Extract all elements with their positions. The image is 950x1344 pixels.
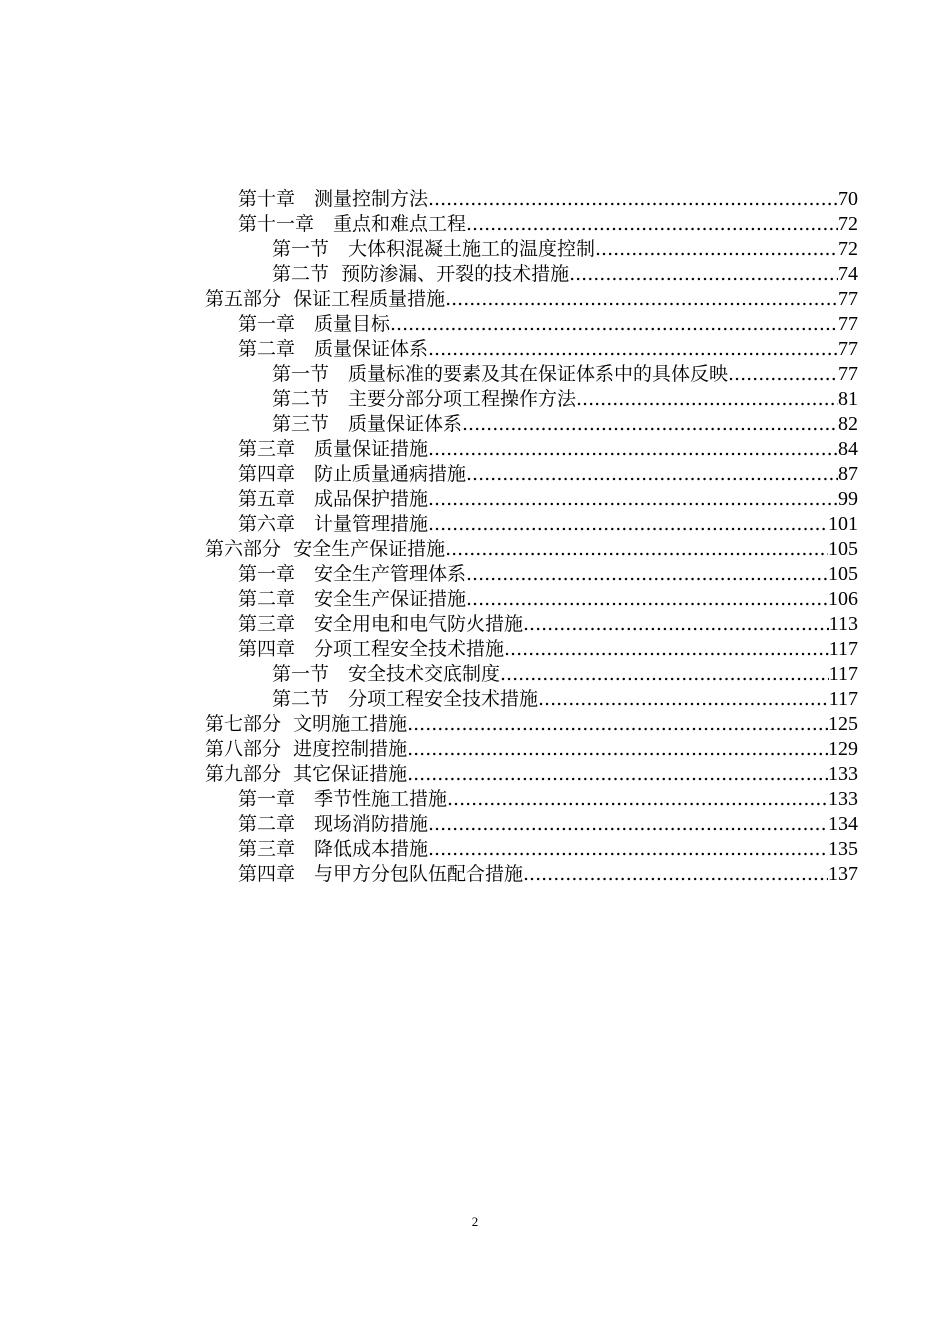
toc-entry-title: 第十一章 重点和难点工程 bbox=[238, 213, 467, 235]
toc-entry-page: 77 bbox=[838, 363, 858, 385]
toc-entry-title: 第二章 质量保证体系 bbox=[238, 338, 429, 360]
toc-entry[interactable] bbox=[0, 287, 950, 312]
toc-entry[interactable] bbox=[0, 862, 950, 887]
toc-dot-leader bbox=[428, 187, 838, 212]
toc-entry[interactable] bbox=[0, 237, 950, 262]
table-of-contents bbox=[0, 187, 950, 887]
toc-dot-leader bbox=[538, 687, 829, 712]
toc-entry-page: 82 bbox=[838, 413, 858, 435]
toc-dot-leader bbox=[523, 862, 828, 887]
toc-entry-title: 第二章 现场消防措施 bbox=[238, 813, 429, 835]
toc-entry-page: 72 bbox=[838, 213, 858, 235]
toc-entry-page: 81 bbox=[838, 388, 858, 410]
toc-dot-leader bbox=[569, 262, 838, 287]
toc-entry-title: 第六部分 安全生产保证措施 bbox=[205, 538, 446, 560]
toc-entry-page: 101 bbox=[828, 513, 858, 535]
toc-entry-title: 第三章 质量保证措施 bbox=[238, 438, 429, 460]
toc-entry-page: 129 bbox=[828, 738, 858, 760]
toc-entry[interactable] bbox=[0, 387, 950, 412]
toc-entry[interactable] bbox=[0, 612, 950, 637]
toc-entry-page: 117 bbox=[828, 663, 858, 685]
toc-dot-leader bbox=[445, 537, 828, 562]
toc-dot-leader bbox=[504, 637, 829, 662]
toc-entry-page: 133 bbox=[828, 763, 858, 785]
toc-entry-title: 第一节 质量标准的要素及其在保证体系中的具体反映 bbox=[272, 363, 729, 385]
toc-entry-title: 第一章 安全生产管理体系 bbox=[238, 563, 467, 585]
toc-entry-title: 第一章 季节性施工措施 bbox=[238, 788, 448, 810]
toc-entry-title: 第五部分 保证工程质量措施 bbox=[205, 288, 446, 310]
toc-entry[interactable] bbox=[0, 212, 950, 237]
toc-dot-leader bbox=[390, 312, 838, 337]
toc-entry[interactable] bbox=[0, 837, 950, 862]
toc-entry-page: 77 bbox=[838, 288, 858, 310]
toc-entry[interactable] bbox=[0, 812, 950, 837]
toc-entry-title: 第四章 防止质量通病措施 bbox=[238, 463, 467, 485]
toc-dot-leader bbox=[407, 737, 828, 762]
toc-dot-leader bbox=[447, 787, 828, 812]
toc-entry-page: 84 bbox=[838, 438, 858, 460]
toc-entry-page: 70 bbox=[838, 188, 858, 210]
toc-entry[interactable] bbox=[0, 487, 950, 512]
toc-entry[interactable] bbox=[0, 737, 950, 762]
toc-entry[interactable] bbox=[0, 587, 950, 612]
toc-entry-title: 第二章 安全生产保证措施 bbox=[238, 588, 467, 610]
toc-dot-leader bbox=[428, 437, 838, 462]
toc-dot-leader bbox=[407, 712, 828, 737]
toc-entry-title: 第九部分 其它保证措施 bbox=[205, 763, 408, 785]
toc-dot-leader bbox=[445, 287, 838, 312]
toc-dot-leader bbox=[428, 487, 838, 512]
toc-entry-page: 134 bbox=[828, 813, 858, 835]
toc-entry[interactable] bbox=[0, 637, 950, 662]
toc-dot-leader bbox=[428, 812, 828, 837]
toc-entry[interactable] bbox=[0, 537, 950, 562]
toc-entry-page: 117 bbox=[828, 638, 858, 660]
toc-entry-title: 第四章 分项工程安全技术措施 bbox=[238, 638, 505, 660]
toc-entry-title: 第三章 安全用电和电气防火措施 bbox=[238, 613, 524, 635]
toc-dot-leader bbox=[595, 237, 838, 262]
page-number: 2 bbox=[471, 1214, 479, 1229]
toc-entry[interactable] bbox=[0, 462, 950, 487]
toc-entry[interactable] bbox=[0, 562, 950, 587]
toc-entry-title: 第三章 降低成本措施 bbox=[238, 838, 429, 860]
toc-dot-leader bbox=[728, 362, 838, 387]
toc-entry-page: 137 bbox=[828, 863, 858, 885]
toc-entry[interactable] bbox=[0, 262, 950, 287]
toc-entry-page: 77 bbox=[838, 313, 858, 335]
toc-entry-page: 113 bbox=[828, 613, 858, 635]
toc-dot-leader bbox=[462, 412, 838, 437]
toc-dot-leader bbox=[576, 387, 838, 412]
toc-dot-leader bbox=[407, 762, 828, 787]
toc-entry-page: 74 bbox=[838, 263, 858, 285]
toc-entry-page: 135 bbox=[828, 838, 858, 860]
toc-entry[interactable] bbox=[0, 437, 950, 462]
toc-dot-leader bbox=[500, 662, 829, 687]
toc-entry-page: 77 bbox=[838, 338, 858, 360]
toc-entry-page: 72 bbox=[838, 238, 858, 260]
toc-entry-title: 第二节 分项工程安全技术措施 bbox=[272, 688, 539, 710]
toc-dot-leader bbox=[428, 837, 828, 862]
toc-entry-title: 第十章 测量控制方法 bbox=[238, 188, 429, 210]
toc-dot-leader bbox=[428, 512, 828, 537]
toc-entry-title: 第四章 与甲方分包队伍配合措施 bbox=[238, 863, 524, 885]
toc-entry-title: 第六章 计量管理措施 bbox=[238, 513, 429, 535]
toc-entry-page: 125 bbox=[828, 713, 858, 735]
toc-dot-leader bbox=[428, 337, 838, 362]
toc-entry[interactable] bbox=[0, 687, 950, 712]
toc-entry[interactable] bbox=[0, 312, 950, 337]
toc-entry[interactable] bbox=[0, 337, 950, 362]
toc-dot-leader bbox=[466, 212, 838, 237]
toc-entry[interactable] bbox=[0, 712, 950, 737]
toc-entry[interactable] bbox=[0, 412, 950, 437]
toc-entry-page: 117 bbox=[828, 688, 858, 710]
toc-entry-page: 99 bbox=[838, 488, 858, 510]
toc-entry[interactable] bbox=[0, 662, 950, 687]
toc-entry[interactable] bbox=[0, 762, 950, 787]
toc-entry-title: 第二节 预防渗漏、开裂的技术措施 bbox=[272, 263, 570, 285]
toc-entry-page: 87 bbox=[838, 463, 858, 485]
toc-entry-title: 第一节 大体积混凝土施工的温度控制 bbox=[272, 238, 596, 260]
toc-entry-page: 133 bbox=[828, 788, 858, 810]
toc-entry-page: 105 bbox=[828, 563, 858, 585]
toc-dot-leader bbox=[523, 612, 829, 637]
toc-entry[interactable] bbox=[0, 187, 950, 212]
toc-entry[interactable] bbox=[0, 787, 950, 812]
toc-entry-title: 第三节 质量保证体系 bbox=[272, 413, 463, 435]
toc-dot-leader bbox=[466, 562, 828, 587]
toc-entry[interactable] bbox=[0, 512, 950, 537]
toc-entry-title: 第一节 安全技术交底制度 bbox=[272, 663, 501, 685]
toc-entry[interactable] bbox=[0, 362, 950, 387]
toc-entry-title: 第八部分 进度控制措施 bbox=[205, 738, 408, 760]
toc-dot-leader bbox=[466, 462, 838, 487]
toc-entry-title: 第七部分 文明施工措施 bbox=[205, 713, 408, 735]
toc-entry-title: 第二节 主要分部分项工程操作方法 bbox=[272, 388, 577, 410]
toc-entry-title: 第五章 成品保护措施 bbox=[238, 488, 429, 510]
toc-dot-leader bbox=[466, 587, 828, 612]
toc-entry-title: 第一章 质量目标 bbox=[238, 313, 391, 335]
toc-entry-page: 106 bbox=[828, 588, 858, 610]
toc-entry-page: 105 bbox=[828, 538, 858, 560]
